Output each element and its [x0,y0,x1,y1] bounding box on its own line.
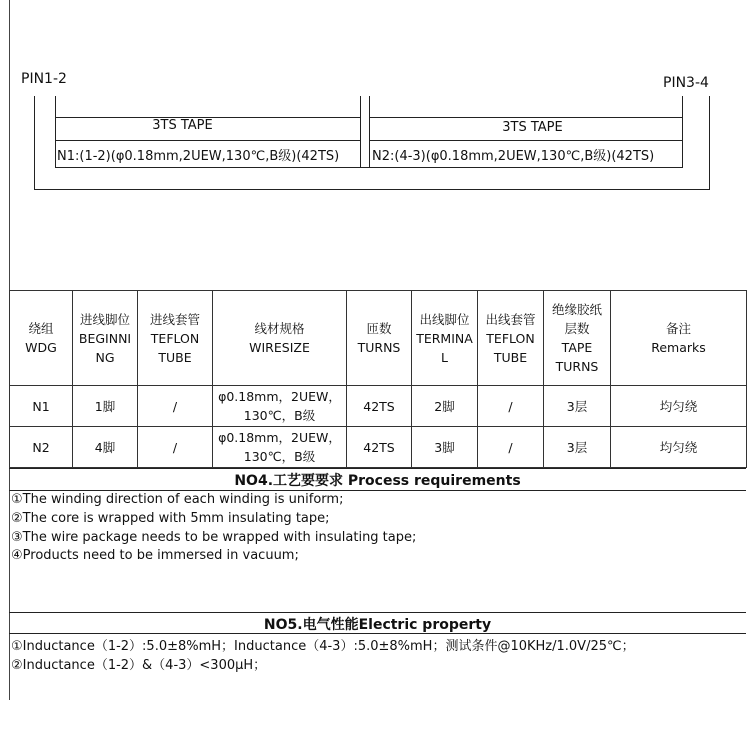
cell-teflon-in: / [138,386,213,427]
process-item: ③The wire package needs to be wrapped with insulating tape; [11,530,417,545]
electric-title: NO5.电气性能Electric property [263,617,492,633]
table-header-row [10,291,747,386]
pin-label-right: PIN3-4 [663,75,709,91]
winding-spec-table [9,290,747,468]
left-tape-bottom [55,140,360,141]
table-row [10,427,747,468]
cell-teflon-out: / [478,386,544,427]
left-wire-label: N1:(1-2)(φ0.18mm,2UEW,130℃,B级)(42TS) [57,149,340,164]
header-remarks: 备注 Remarks [611,291,747,386]
cell-teflon-in: / [138,427,213,468]
cell-remarks: 均匀绕 [611,386,747,427]
right-tape-top [369,117,682,118]
process-top-rule [9,468,746,469]
pin-label-left: PIN1-2 [21,71,67,87]
cell-terminal: 3脚 [412,427,478,468]
electric-top-rule [9,612,746,613]
electric-item: ①Inductance（1-2）:5.0±8%mH；Inductance（4-3）:5.0±8%mH；测试条件@10KHz/1.0V/25℃； [11,639,635,654]
electric-item: ②Inductance（1-2）&（4-3）<300μH； [11,658,267,673]
cell-wiresize: φ0.18mm，2UEW， 130℃，B级 [213,427,347,468]
bobbin-bottom [34,189,710,190]
cell-turns: 42TS [347,427,412,468]
right-tape-label: 3TS TAPE [502,120,563,135]
cell-tape: 3层 [544,386,611,427]
cell-wdg: N2 [10,427,73,468]
header-wdg: 绕组 WDG [10,291,73,386]
header-beginning: 进线脚位 BEGINNI NG [73,291,138,386]
process-item: ①The winding direction of each winding is uniform; [11,492,344,507]
inner-right-wall [682,96,683,168]
header-terminal: 出线脚位 TERMINA L [412,291,478,386]
right-tape-bottom [369,140,682,141]
process-item: ②The core is wrapped with 5mm insulating tape; [11,511,330,526]
header-wiresize: 线材规格 WIRESIZE [213,291,347,386]
cell-wiresize: φ0.18mm，2UEW， 130℃，B级 [213,386,347,427]
cell-tape: 3层 [544,427,611,468]
process-item: ④Products need to be immersed in vacuum; [11,548,299,563]
cell-beginning: 4脚 [73,427,138,468]
cell-remarks: 均匀绕 [611,427,747,468]
header-turns: 匝数 TURNS [347,291,412,386]
right-wire-label: N2:(4-3)(φ0.18mm,2UEW,130℃,B级)(42TS) [372,149,655,164]
process-title: NO4.工艺要要求 Process requirements [234,473,521,489]
cell-beginning: 1脚 [73,386,138,427]
bobbin-right-wall [709,96,710,190]
process-title-rule [9,490,746,491]
cell-wdg: N1 [10,386,73,427]
header-teflon-in: 进线套管 TEFLON TUBE [138,291,213,386]
left-tape-label: 3TS TAPE [152,118,213,133]
header-teflon-out: 出线套管 TEFLON TUBE [478,291,544,386]
header-tape-turns: 绝缘胶纸 层数 TAPE TURNS [544,291,611,386]
table-row [10,386,747,427]
divider-left [360,96,361,168]
divider-right [369,96,370,168]
bobbin-left-wall [34,96,35,190]
electric-title-rule [9,633,746,634]
cell-turns: 42TS [347,386,412,427]
cell-teflon-out: / [478,427,544,468]
cell-terminal: 2脚 [412,386,478,427]
